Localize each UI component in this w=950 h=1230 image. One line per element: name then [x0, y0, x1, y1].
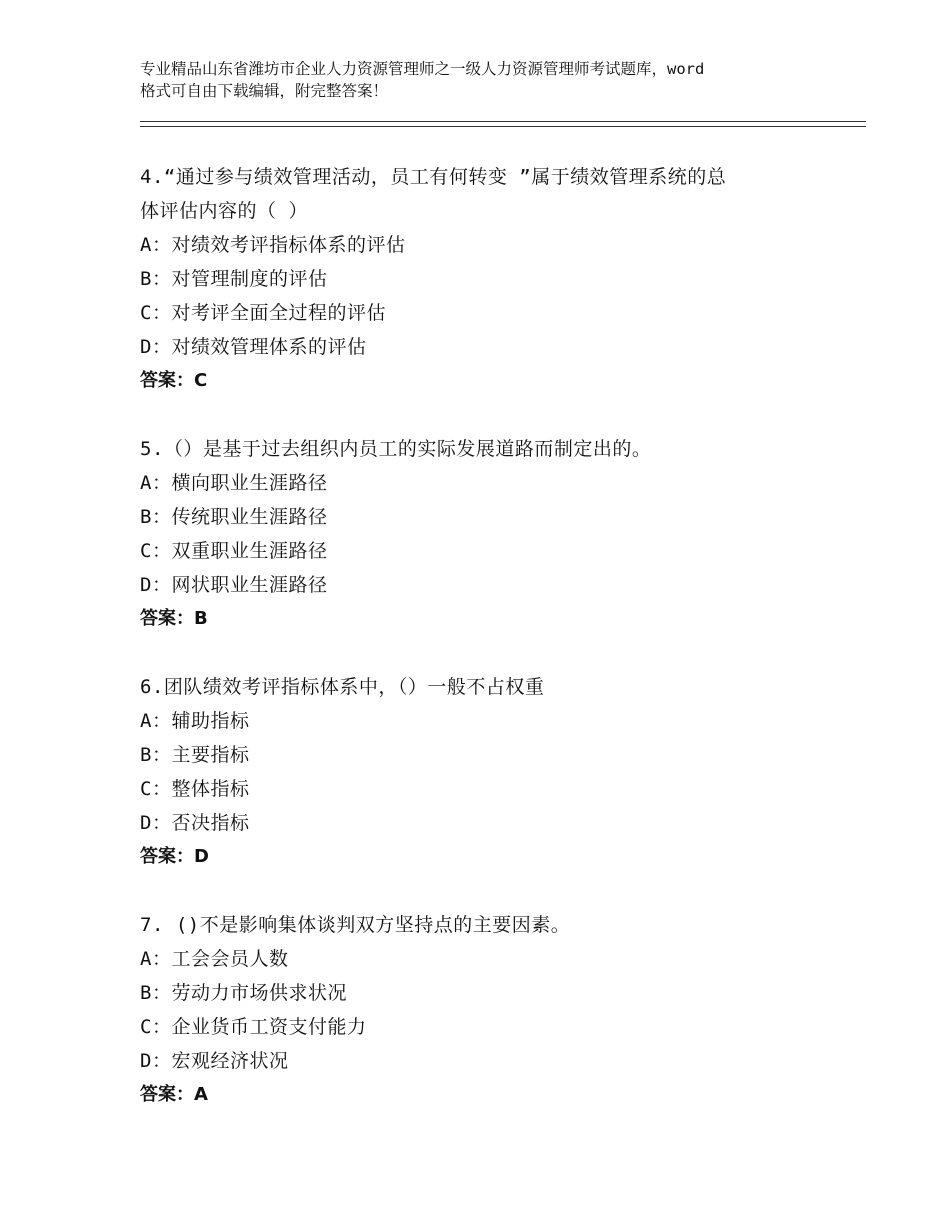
option-b: B：对管理制度的评估	[140, 268, 328, 290]
option-d: D：否决指标	[140, 812, 250, 834]
header-line-2: 格式可自由下载编辑，附完整答案！	[140, 82, 389, 100]
answer-label: 答案：A	[140, 1084, 208, 1105]
option-d: D：网状职业生涯路径	[140, 574, 328, 596]
question-stem: 6.团队绩效考评指标体系中，（）一般不占权重	[140, 676, 545, 698]
option-a: A：对绩效考评指标体系的评估	[140, 234, 406, 256]
answer-label: 答案：D	[140, 846, 209, 867]
option-c: C：对考评全面全过程的评估	[140, 302, 386, 324]
option-b: B：传统职业生涯路径	[140, 506, 328, 528]
question-list	[140, 160, 840, 1146]
option-a: A：横向职业生涯路径	[140, 472, 328, 494]
option-c: C：双重职业生涯路径	[140, 540, 328, 562]
option-c: C：企业货币工资支付能力	[140, 1016, 367, 1038]
question-6	[140, 670, 840, 874]
answer-label: 答案：B	[140, 608, 208, 629]
option-d: D：宏观经济状况	[140, 1050, 289, 1072]
question-4	[140, 160, 840, 398]
header-divider	[140, 121, 866, 127]
option-b: B：劳动力市场供求状况	[140, 982, 347, 1004]
question-5	[140, 432, 840, 636]
answer-label: 答案：C	[140, 370, 208, 391]
document-header	[140, 58, 840, 102]
option-b: B：主要指标	[140, 744, 250, 766]
question-stem: 5.（）是基于过去组织内员工的实际发展道路而制定出的。	[140, 438, 652, 460]
question-stem: 7. ()不是影响集体谈判双方坚持点的主要因素。	[140, 914, 571, 936]
question-stem-continued: 体评估内容的（ ）	[140, 200, 308, 222]
question-stem: 4.“通过参与绩效管理活动，员工有何转变 ”属于绩效管理系统的总	[140, 166, 727, 188]
option-a: A：辅助指标	[140, 710, 250, 732]
question-7	[140, 908, 840, 1112]
option-a: A：工会会员人数	[140, 948, 289, 970]
option-c: C：整体指标	[140, 778, 250, 800]
option-d: D：对绩效管理体系的评估	[140, 336, 367, 358]
header-line-1: 专业精品山东省潍坊市企业人力资源管理师之一级人力资源管理师考试题库，word	[140, 60, 705, 78]
